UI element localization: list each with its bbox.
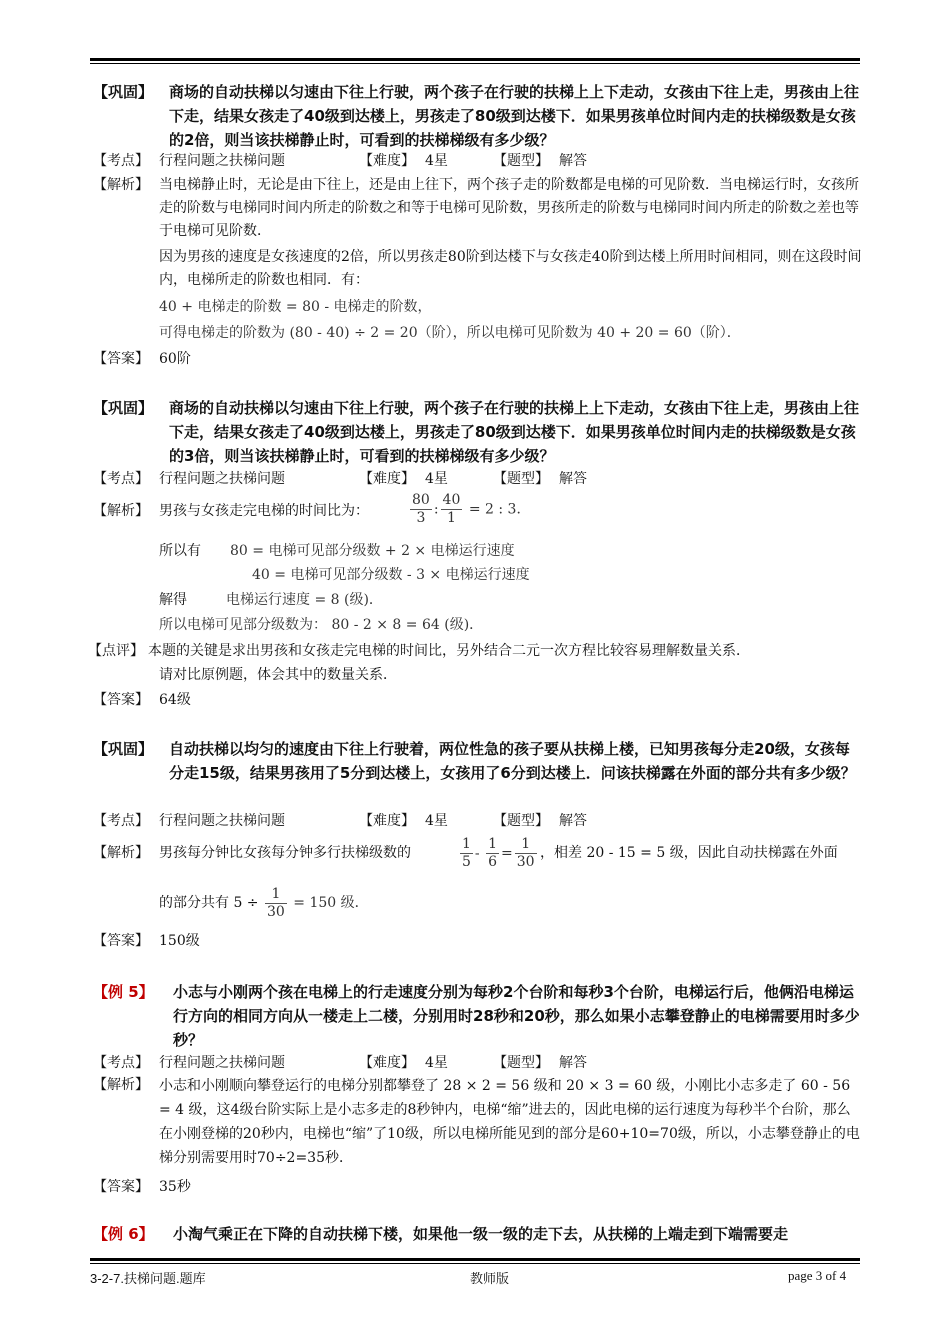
answer-value: 64级 <box>159 692 191 708</box>
suoyi-label: 所以有 <box>159 543 201 559</box>
example-tag: 【例 5】 <box>93 983 154 1001</box>
numerator: 1 <box>265 886 287 904</box>
kaodian-value: 行程问题之扶梯问题 <box>159 153 285 169</box>
denominator: 6 <box>488 854 498 870</box>
numerator: 40 <box>442 492 461 508</box>
equation-1: 80 = 电梯可见部分级数 + 2 × 电梯运行速度 <box>230 543 515 559</box>
jiexi-equation-1: 40 + 电梯走的阶数 = 80 - 电梯走的阶数， <box>159 299 432 315</box>
equation-4: 所以电梯可见部分级数为： 80 - 2 × 8 = 64 (级)． <box>159 617 484 633</box>
jiexi-text-d: = 150 级． <box>293 895 369 911</box>
answer-value: 150级 <box>159 933 200 949</box>
answer-value: 35秒 <box>159 1179 191 1195</box>
kaodian-label: 【考点】 <box>93 471 149 487</box>
tixing-label: 【题型】 <box>493 153 549 169</box>
nandu-label: 【难度】 <box>359 813 415 829</box>
denominator: 5 <box>462 854 471 870</box>
dianping-text-2: 请对比原例题，体会其中的数量关系． <box>159 667 397 683</box>
kaodian-label: 【考点】 <box>93 813 149 829</box>
dianping-row <box>88 640 868 662</box>
footer-left: 3-2-7.扶梯问题.题库 <box>90 1271 206 1286</box>
answer-label: 【答案】 <box>93 1179 149 1195</box>
answer-row <box>93 348 393 370</box>
fraction <box>486 836 499 871</box>
meta-row <box>93 468 793 490</box>
jiexi-text-b: ，相差 20 - 15 = 5 级，因此自动扶梯露在外面 <box>540 845 838 861</box>
jiexi-paragraph-2: 因为男孩的速度是女孩速度的2倍，所以男孩走80阶到达楼下与女孩走40阶到达楼上所用时间相同，则在这段时间内，电梯所走的阶数也相同．有： <box>159 249 862 288</box>
fraction <box>460 836 473 871</box>
dianping-label: 【点评】 <box>88 643 144 659</box>
denominator: 3 <box>416 510 426 526</box>
fraction <box>265 886 287 921</box>
nandu-value: 4星 <box>425 1055 448 1071</box>
example-5 <box>93 980 864 1052</box>
question-tag: 【巩固】 <box>93 399 154 417</box>
kaodian-value: 行程问题之扶梯问题 <box>159 1055 285 1071</box>
jiexi-label: 【解析】 <box>93 503 149 519</box>
numerator: 1 <box>515 836 537 854</box>
answer-label: 【答案】 <box>93 933 149 949</box>
answer-label: 【答案】 <box>93 692 149 708</box>
kaodian-value: 行程问题之扶梯问题 <box>159 471 285 487</box>
nandu-label: 【难度】 <box>359 1055 415 1071</box>
equation-3: 电梯运行速度 = 8 (级)． <box>226 592 383 608</box>
question-text: 小志与小刚两个孩在电梯上的行走速度分别为每秒2个台阶和每秒3个台阶，电梯运行后，他俩沿电梯运行方向的相同方向从一楼走上二楼，分别用时28秒和20秒，那么如果小志攀登静止的电梯需要用时多少秒？ <box>173 983 860 1049</box>
tixing-value: 解答 <box>559 471 587 487</box>
tixing-label: 【题型】 <box>493 471 549 487</box>
dianping-text-1: 本题的关键是求出男孩和女孩走完电梯的时间比，另外结合二元一次方程比较容易理解数量关系． <box>148 643 750 659</box>
question-2 <box>93 396 864 468</box>
answer-label: 【答案】 <box>93 351 149 367</box>
jiexi-paragraph-1: 当电梯静止时，无论是由下往上，还是由上往下，两个孩子走的阶数都是电梯的可见阶数．当电梯运行时，女孩所走的阶数与电梯同时间内所走的阶数之和等于电梯可见阶数，男孩所走的阶数与电梯同时间内所走的阶数之差也等于电梯可见阶数． <box>159 177 859 239</box>
footer-rule <box>90 1258 860 1261</box>
question-text: 商场的自动扶梯以匀速由下往上行驶，两个孩子在行驶的扶梯上上下走动，女孩由下往上走，男孩由上往下走，结果女孩走了40级到达楼上，男孩走了80级到达楼下．如果男孩单位时间内走的扶梯级数是女孩的2倍，则当该扶梯静止时，可看到的扶梯梯级有多少级？ <box>169 83 860 149</box>
question-text: 自动扶梯以均匀的速度由下往上行驶着，两位性急的孩子要从扶梯上楼，已知男孩每分走20级，女孩每分走15级，结果男孩用了5分到达楼上，女孩用了6分到达楼上．问该扶梯露在外面的部分共有多少级？ <box>169 740 856 782</box>
jiexi-text-a: 男孩每分钟比女孩每分钟多行扶梯级数的 <box>159 845 411 861</box>
nandu-value: 4星 <box>425 813 448 829</box>
jiexi-text-c-row <box>159 886 369 926</box>
fraction <box>410 492 432 527</box>
footer-center: 教师版 <box>470 1271 510 1286</box>
header-rule <box>90 58 860 61</box>
fraction <box>515 836 537 871</box>
answer-row <box>93 930 393 952</box>
example-tag: 【例 6】 <box>93 1225 154 1243</box>
equation-2: 40 = 电梯可见部分级数 - 3 × 电梯运行速度 <box>252 567 530 583</box>
ratio-result: = 2 : 3． <box>468 501 531 518</box>
answer-row <box>93 1176 393 1198</box>
example-6 <box>93 1222 864 1248</box>
tixing-value: 解答 <box>559 1055 587 1071</box>
jiexi-paragraph: 小志和小刚顺向攀登运行的电梯分别都攀登了 28 × 2 = 56 级和 20 × 3 = 60 级，小刚比小志多走了 60 - 56 = 4 级，这4级台阶实际上是小志多走的8秒钟内，电梯“缩”进去的，因此电梯的运行速度为每秒半个台阶，那么在小刚登梯的20秒内，电梯也“缩”了10级，所以电梯所能见到的部分是60+10=70级，所以，小志攀登静止的电梯分别需要用时70÷2=35秒． <box>159 1078 860 1166</box>
nandu-value: 4星 <box>425 471 448 487</box>
numerator: 1 <box>462 836 471 852</box>
tixing-label: 【题型】 <box>493 813 549 829</box>
tixing-label: 【题型】 <box>493 1055 549 1071</box>
numerator: 1 <box>488 836 498 852</box>
denominator: 30 <box>267 904 285 920</box>
meta-row <box>93 150 793 172</box>
jiede-label: 解得 <box>159 592 187 608</box>
kaodian-label: 【考点】 <box>93 153 149 169</box>
fraction <box>441 492 463 527</box>
question-tag: 【巩固】 <box>93 83 154 101</box>
denominator: 1 <box>447 510 456 526</box>
footer-rule-thin <box>90 1263 860 1264</box>
meta-row <box>93 810 793 832</box>
question-3 <box>93 737 864 809</box>
meta-row <box>93 1052 793 1074</box>
jiexi-intro: 男孩与女孩走完电梯的时间比为： <box>159 503 369 519</box>
jiexi-label: 【解析】 <box>93 177 149 193</box>
nandu-label: 【难度】 <box>359 471 415 487</box>
jiexi-label: 【解析】 <box>93 845 149 861</box>
question-text: 小淘气乘正在下降的自动扶梯下楼，如果他一级一级的走下去，从扶梯的上端走到下端需要走 <box>173 1225 789 1243</box>
fraction-expression: $\frac{1}{5}$ - $\frac{1}{6}$ = $\frac{1}{30}$ <box>462 836 535 870</box>
jiexi-text-c: 的部分共有 5 ÷ <box>159 895 259 911</box>
question-tag: 【巩固】 <box>93 740 154 758</box>
question-text: 商场的自动扶梯以匀速由下往上行驶，两个孩子在行驶的扶梯上上下走动，女孩由下往上走，男孩由上往下走，结果女孩走了40级到达楼上，男孩走了80级到达楼下．如果男孩单位时间内走的扶梯级数是女孩的3倍，则当该扶梯静止时，可看到的扶梯梯级有多少级？ <box>169 399 860 465</box>
jiexi-label: 【解析】 <box>93 1077 149 1093</box>
kaodian-value: 行程问题之扶梯问题 <box>159 813 285 829</box>
nandu-value: 4星 <box>425 153 448 169</box>
kaodian-label: 【考点】 <box>93 1055 149 1071</box>
header-rule-thin <box>90 63 860 64</box>
time-ratio: $\frac{80}{3}$ : $\frac{40}{1}$ = 2 : 3． <box>412 492 531 526</box>
jiexi-equation-2: 可得电梯走的阶数为 (80 - 40) ÷ 2 = 20（阶），所以电梯可见阶数为 40 + 20 = 60（阶）． <box>159 325 741 341</box>
denominator: 30 <box>516 854 535 870</box>
nandu-label: 【难度】 <box>359 153 415 169</box>
footer-page-number: page 3 of 4 <box>788 1268 847 1283</box>
answer-value: 60阶 <box>159 351 191 367</box>
tixing-value: 解答 <box>559 153 587 169</box>
question-1 <box>93 80 864 152</box>
answer-row <box>93 689 393 711</box>
numerator: 80 <box>412 492 430 508</box>
tixing-value: 解答 <box>559 813 587 829</box>
